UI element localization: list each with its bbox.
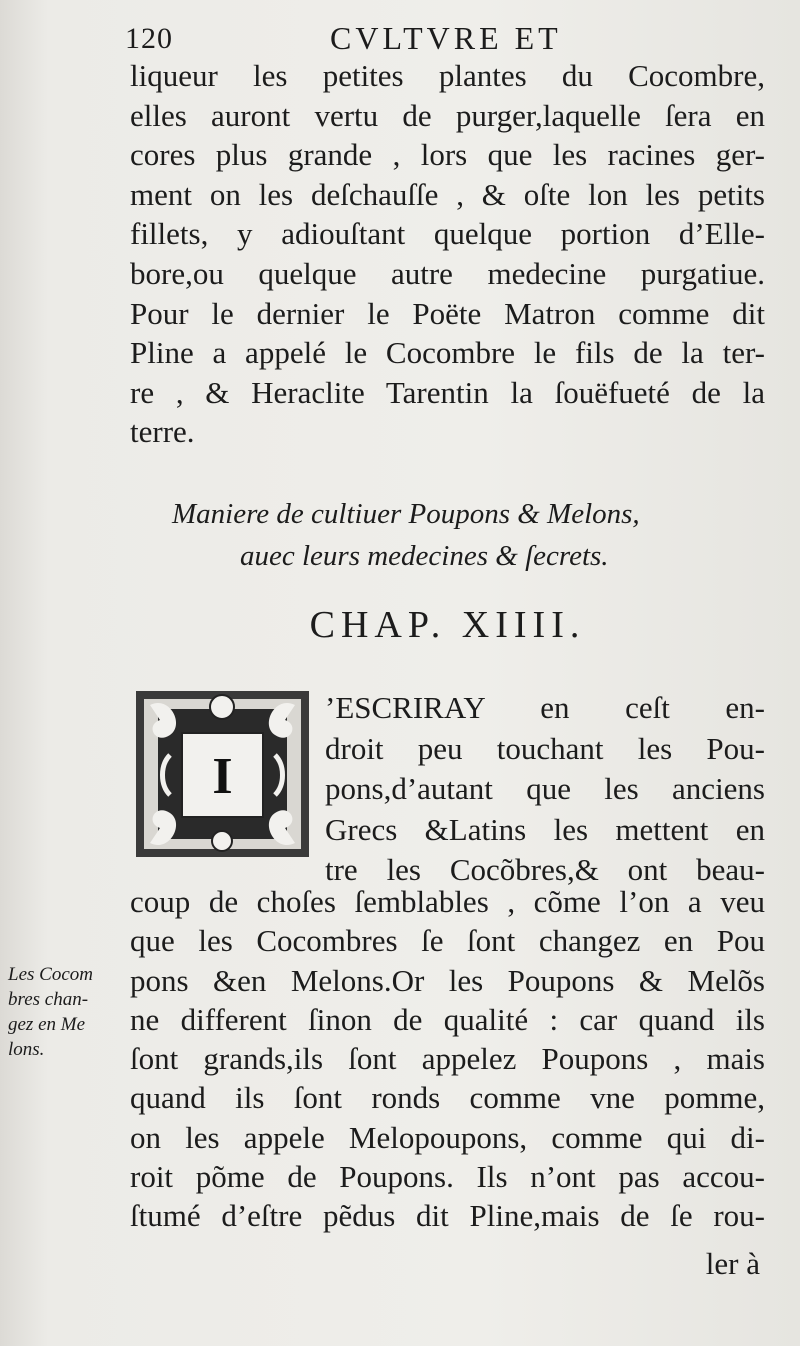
text-line: quand ils ſont ronds comme vne pomme, [130, 1080, 765, 1116]
text-line: pons,d’autant que les anciens [325, 771, 765, 807]
text-line: elles auront vertu de purger,laquelle ſera en [130, 97, 765, 133]
text-line: on les appele Melopoupons, comme qui di- [130, 1119, 765, 1155]
subtitle-line: Maniere de cultiuer Poupons & Melons, [172, 498, 640, 530]
page-number: 120 [125, 22, 173, 55]
catchword: ler à [705, 1246, 760, 1281]
margin-note-line: lons. [8, 1039, 45, 1060]
text-line: que les Cocombres ſe ſont changez en Pou [130, 923, 765, 959]
drop-cap-letter: I [212, 748, 233, 805]
text-line: bore,ou quelque autre medecine purgatiue. [130, 255, 765, 291]
chapter-heading: CHAP. XIIII. [309, 604, 586, 646]
paragraph-opening [325, 688, 765, 891]
text-line: droit peu touchant les Pou- [325, 730, 765, 766]
text-line: liqueur les petites plantes du Cocombre, [130, 58, 765, 93]
text-line: Pline a appelé le Cocombre le fils de la ter- [130, 335, 765, 371]
running-title: CVLTVRE ET [330, 20, 562, 56]
subtitle-line: auec leurs medecines & ſecrets. [240, 540, 609, 572]
text-line: pons &en Melons.Or les Poupons & Melõs [130, 962, 765, 998]
chapter-subtitle [130, 493, 765, 577]
margin-note-line: gez en Me [8, 1014, 86, 1035]
text-line: ſont grands,ils ſont appelez Poupons , mais [130, 1041, 765, 1077]
text-line: Grecs &Latins les mettent en [325, 811, 765, 847]
text-line: ne different ſinon de qualité : car quand ils [130, 1001, 765, 1037]
text-line: ment on les deſchauſſe , & oſte lon les petits [130, 176, 765, 212]
margin-note [8, 962, 123, 1062]
text-line: Pour le dernier le Poëte Matron comme dit [130, 295, 765, 331]
paragraph-cucumber-end [130, 56, 765, 452]
text-line: terre. [130, 414, 195, 450]
text-line: ’ESCRIRAY en ceſt en- [325, 690, 765, 725]
text-line: ſtumé d’eſtre pẽdus dit Pline,mais de ſe rou- [130, 1198, 765, 1234]
paragraph-melons [130, 882, 765, 1236]
text-line: tre les Cocõbres,& ont beau- [325, 852, 765, 888]
text-line: coup de choſes ſemblables , cõme l’on a veu [130, 884, 765, 919]
margin-note-line: bres chan- [8, 989, 89, 1010]
ornamental-drop-cap [130, 685, 315, 863]
text-line: re , & Heraclite Tarentin la ſouëfueté de la [130, 374, 765, 410]
text-line: cores plus grande , lors que les racines ger- [130, 137, 765, 173]
margin-note-line: Les Cocom [8, 964, 93, 985]
page-header [125, 18, 765, 58]
text-line: roit põme de Poupons. Ils n’ont pas accou- [130, 1159, 765, 1195]
text-line: fillets, y adiouſtant quelque portion d’Elle- [130, 216, 765, 252]
